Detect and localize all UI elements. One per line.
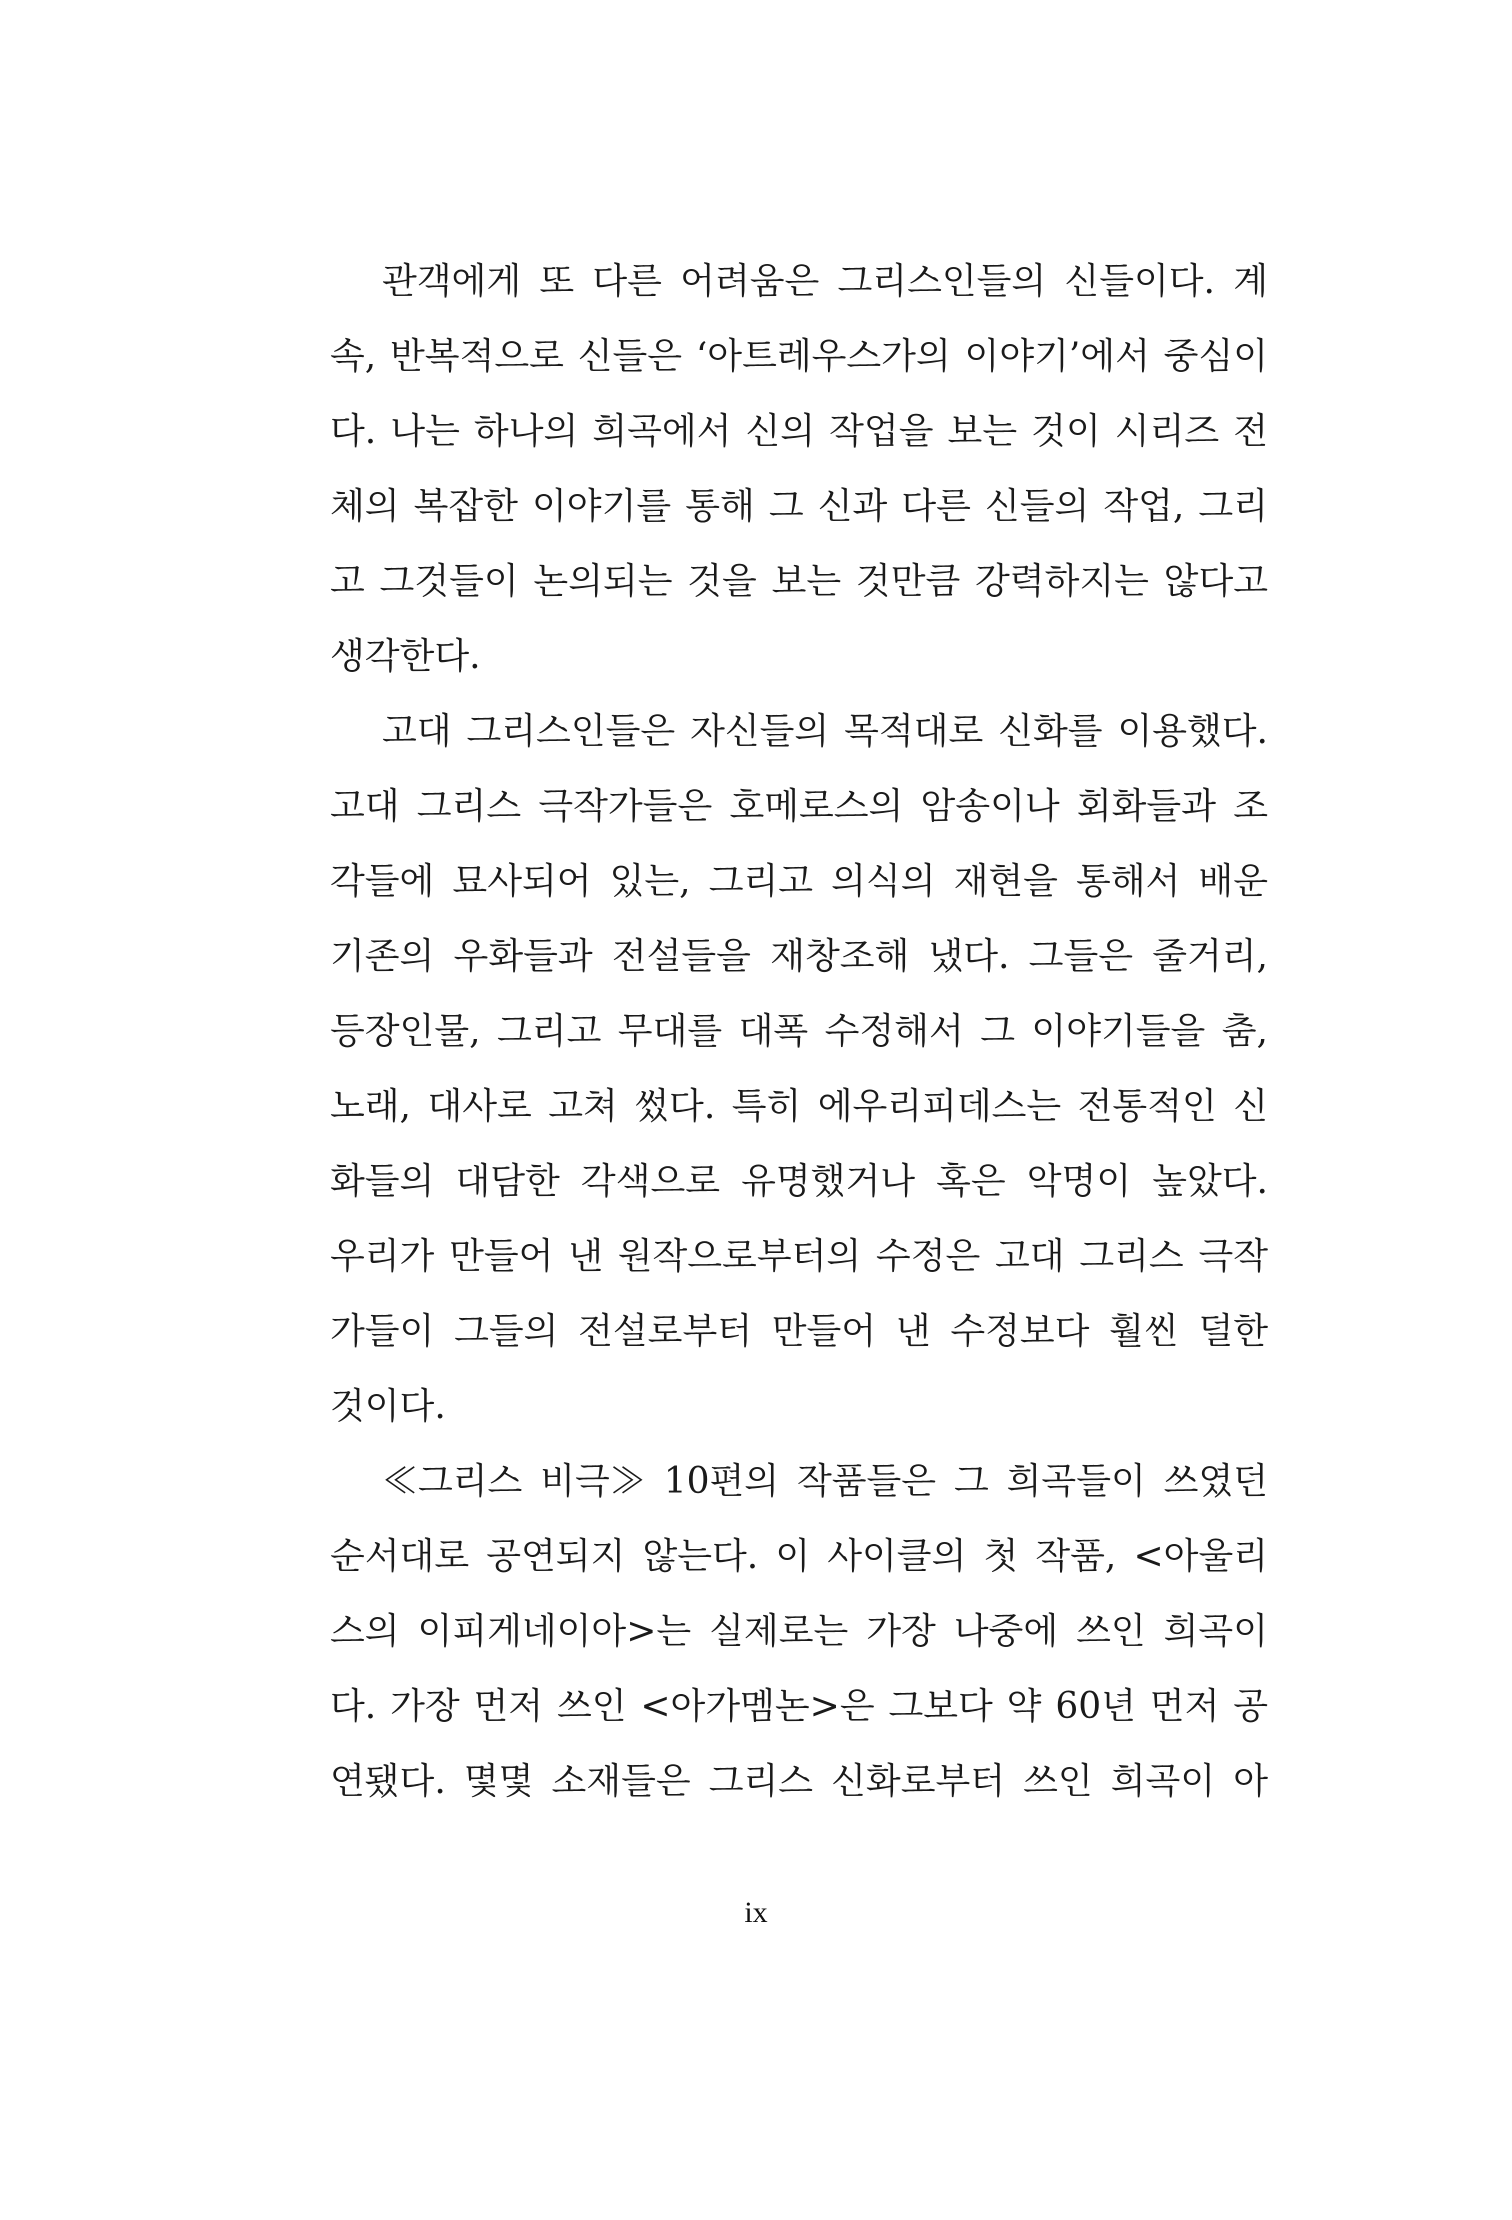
- paragraph-2-line-6: 노래, 대사로 고쳐 썼다. 특히 에우리피데스는 전통적인 신: [330, 1086, 1268, 1127]
- paragraph-1-line-5: 고 그것들이 논의되는 것을 보는 것만큼 강력하지는 않다고: [330, 561, 1268, 602]
- paragraph-3-line-2: 순서대로 공연되지 않는다. 이 사이클의 첫 작품, <아울리: [330, 1536, 1268, 1577]
- paragraph-2-line-4: 기존의 우화들과 전설들을 재창조해 냈다. 그들은 줄거리,: [330, 936, 1268, 977]
- paragraph-1-line-6: 생각한다.: [330, 636, 481, 677]
- paragraph-2-line-5: 등장인물, 그리고 무대를 대폭 수정해서 그 이야기들을 춤,: [330, 1011, 1268, 1052]
- paragraph-2-line-10: 것이다.: [330, 1386, 446, 1427]
- paragraph-2-line-3: 각들에 묘사되어 있는, 그리고 의식의 재현을 통해서 배운: [330, 861, 1268, 902]
- paragraph-2-line-8: 우리가 만들어 낸 원작으로부터의 수정은 고대 그리스 극작: [330, 1236, 1268, 1277]
- paragraph-2-line-2: 고대 그리스 극작가들은 호메로스의 암송이나 회화들과 조: [330, 786, 1268, 827]
- paragraph-3-line-3: 스의 이피게네이아>는 실제로는 가장 나중에 쓰인 희곡이: [330, 1611, 1268, 1652]
- paragraph-2-line-9: 가들이 그들의 전설로부터 만들어 낸 수정보다 훨씬 덜한: [330, 1311, 1268, 1352]
- paragraph-1-line-1: 관객에게 또 다른 어려움은 그리스인들의 신들이다. 계: [382, 261, 1268, 302]
- paragraph-1-line-2: 속, 반복적으로 신들은 ‘아트레우스가의 이야기’에서 중심이: [330, 336, 1268, 377]
- paragraph-1-line-4: 체의 복잡한 이야기를 통해 그 신과 다른 신들의 작업, 그리: [330, 486, 1268, 527]
- page-number: ix: [744, 1896, 768, 1929]
- paragraph-2-line-1: 고대 그리스인들은 자신들의 목적대로 신화를 이용했다.: [382, 711, 1268, 752]
- body-text: [330, 252, 1268, 1827]
- paragraph-3-line-4: 다. 가장 먼저 쓰인 <아가멤논>은 그보다 약 60년 먼저 공: [330, 1686, 1268, 1727]
- paragraph-2-line-7: 화들의 대담한 각색으로 유명했거나 혹은 악명이 높았다.: [330, 1161, 1268, 1202]
- paragraph-3-line-5: 연됐다. 몇몇 소재들은 그리스 신화로부터 쓰인 희곡이 아: [330, 1761, 1268, 1802]
- paragraph-3-line-1: ≪그리스 비극≫ 10편의 작품들은 그 희곡들이 쓰였던: [382, 1461, 1268, 1502]
- paragraph-1-line-3: 다. 나는 하나의 희곡에서 신의 작업을 보는 것이 시리즈 전: [330, 411, 1268, 452]
